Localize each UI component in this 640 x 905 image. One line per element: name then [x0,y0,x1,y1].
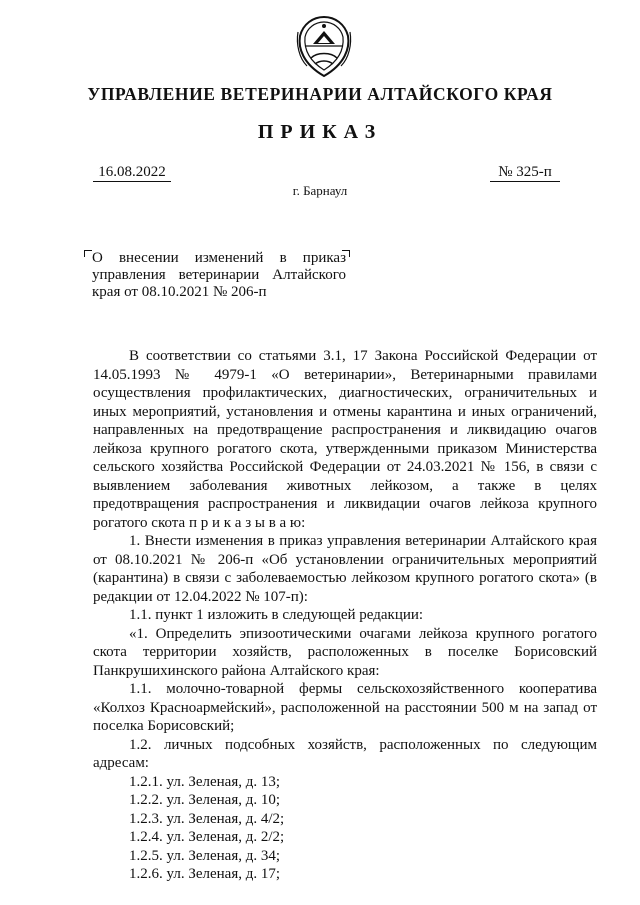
address-item: 1.2.3. ул. Зеленая, д. 4/2; [129,810,285,827]
address-item: 1.2.4. ул. Зеленая, д. 2/2; [129,829,285,845]
document-subject [92,250,346,301]
item-1-2: 1.2. личных подсобных хозяйств, расположенных по следующим адресам: [93,736,597,771]
paragraph-1-1: 1.1. пункт 1 изложить в следующей редакции: [129,607,424,623]
item-1-1: 1.1. молочно-товарной фермы сельскохозяйственного кооператива «Колхоз Красноармейский», расположенной на расстоянии 500 м на запад от поселка Борисовский; [93,681,597,734]
document-date: 16.08.2022 [93,164,171,182]
paragraph-1: 1. Внести изменения в приказ управления ветеринарии Алтайского края от 08.10.2021 № 206-п «Об установлении ограничительных мероприятий (карантина) в связи с заболеваемостью лейкозом крупного рогатого скота» (в редакции от 12.04.2022 № 107-п): [93,533,597,605]
address-item: 1.2.6. ул. Зеленая, д. 17; [129,866,281,882]
subject-line: управления ветеринарии Алтайского [92,267,346,283]
subject-line: края от 08.10.2021 № 206-п [92,284,267,300]
document-type-title: ПРИКАЗ [257,121,383,143]
quoted-paragraph: «1. Определить эпизоотическими очагами лейкоза крупного рогатого скота территории хозяйств, расположенных в поселке Борисовский Панкрушихинского района Алтайского края: [93,625,597,679]
organization-name: УПРАВЛЕНИЕ ВЕТЕРИНАРИИ АЛТАЙСКОГО КРАЯ [87,84,553,104]
address-item: 1.2.2. ул. Зеленая, д. 10; [129,792,281,808]
altai-krai-coat-of-arms-icon [295,14,353,80]
address-item: 1.2.1. ул. Зеленая, д. 13; [129,773,281,790]
document-body [93,347,597,884]
document-city: г. Барнаул [292,183,348,198]
document-number: № 325-п [490,164,560,182]
subject-line: О внесении изменений в приказ [92,250,346,266]
preamble-paragraph: В соответствии со статьями 3.1, 17 Закона Российской Федерации от 14.05.1993 № 4979-1 «О ветеринарии», Ветеринарными правилами осуществления профилактических, диагностических, ограничительных и иных мероприятий, установления и отмены карантина и иных ограничений, направленных на предотвращение распространения и ликвидацию очагов лейкоза крупного рогатого скота, утвержденными приказом Министерства сельского хозяйства Российской Федерации от 24.03.2021 № 156, в связи с выявлением заболевания животных лейкозом, а также в целях предотвращения распространения и ликвидации очагов лейкоза крупного рогатого скота п р и к а з ы в а ю: [93,348,597,531]
subject-bracket-left [84,250,92,257]
address-item: 1.2.5. ул. Зеленая, д. 34; [129,847,281,864]
